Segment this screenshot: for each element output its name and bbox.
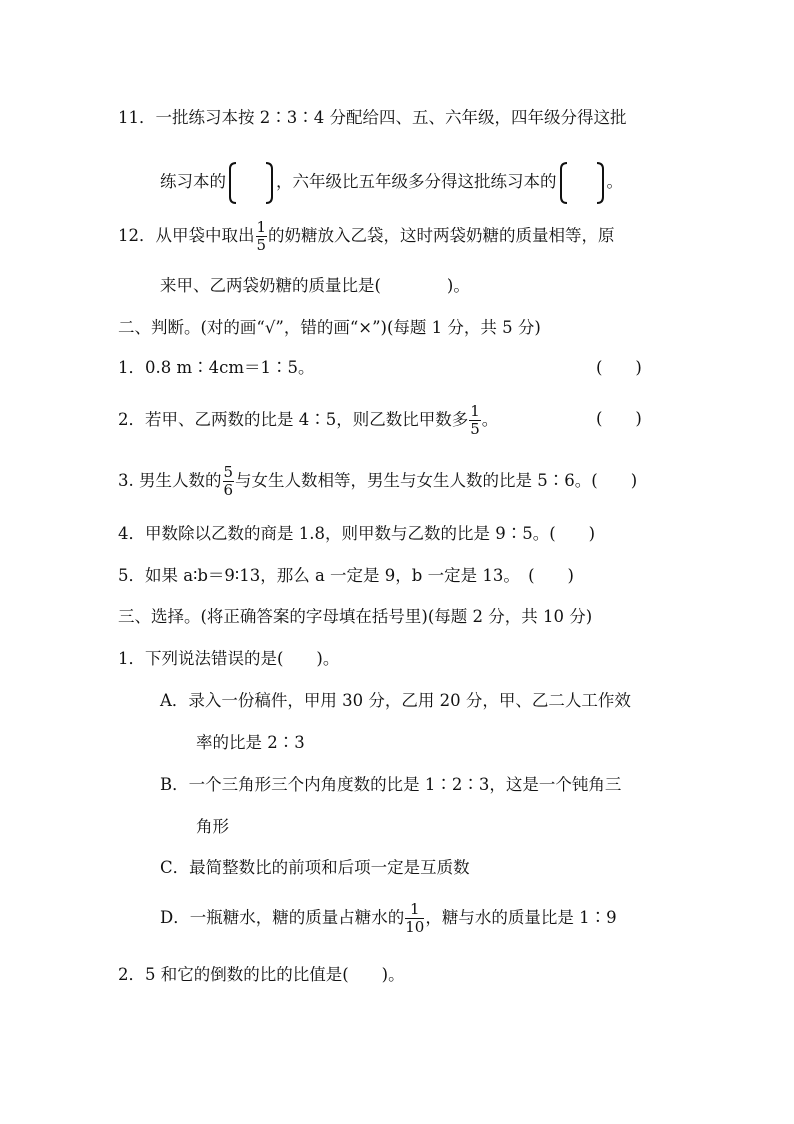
- q11-line2: [160, 160, 623, 205]
- judge-q2-answer-paren[interactable]: ( ): [596, 409, 642, 428]
- q12-line1: [118, 216, 615, 256]
- q11-answer-blank-1[interactable]: [228, 161, 274, 205]
- q12-fraction: [256, 219, 268, 254]
- judge-q3-fraction-num: 5: [223, 463, 234, 481]
- judge-q4: 4．甲数除以乙数的商是 1.8，则甲数与乙数的比是 9∶5。( ): [118, 524, 596, 543]
- option-d-fraction-den: 10: [405, 918, 425, 936]
- judge-q2-fraction: [469, 403, 481, 438]
- option-d-text-part2: ，糖与水的质量比是 1∶9: [425, 908, 617, 927]
- q11-answer-blank-2[interactable]: [559, 161, 605, 205]
- choice-q1-option-a-line1[interactable]: A．录入一份稿件，甲用 30 分，乙用 20 分，甲、乙二人工作效: [160, 691, 631, 710]
- q11-text-part2: ，六年级比五年级多分得这批练习本的: [276, 172, 557, 191]
- q12-line2: 来甲、乙两袋奶糖的质量比是( )。: [160, 276, 470, 295]
- option-d-text-part1: D．一瓶糖水，糖的质量占糖水的: [160, 908, 405, 927]
- choice-q1-option-c[interactable]: C．最简整数比的前项和后项一定是互质数: [160, 858, 470, 877]
- section3-heading: 三、选择。(将正确答案的字母填在括号里)(每题 2 分，共 10 分): [118, 607, 593, 626]
- choice-q2: 2．5 和它的倒数的比的比值是( )。: [118, 965, 405, 984]
- q12-text-part1: 12．从甲袋中取出: [118, 226, 255, 245]
- judge-q2-period: 。: [481, 410, 499, 429]
- q11-line1: 11．一批练习本按 2∶3∶4 分配给四、五、六年级，四年级分得这批: [118, 108, 627, 127]
- q11-text-part1: 练习本的: [160, 172, 226, 191]
- q12-fraction-num: 1: [256, 218, 267, 236]
- choice-q1-option-b-line1[interactable]: B．一个三角形三个内角度数的比是 1∶2∶3，这是一个钝角三: [160, 775, 622, 794]
- judge-q2: [118, 400, 498, 440]
- judge-q1: 1．0.8 m∶4cm＝1∶5。: [118, 358, 315, 377]
- section2-heading: 二、判断。(对的画“√”，错的画“×”)(每题 1 分，共 5 分): [118, 318, 541, 337]
- option-d-fraction: [405, 901, 424, 936]
- q11-text-part3: 。: [606, 172, 623, 191]
- choice-q1-option-b-line2: 角形: [196, 817, 229, 836]
- judge-q2-fraction-den: 5: [470, 420, 480, 438]
- judge-q3-text-part2: 与女生人数相等，男生与女生人数的比是 5∶6。( ): [235, 471, 638, 490]
- q12-fraction-den: 5: [256, 236, 267, 254]
- judge-q3-fraction-den: 6: [223, 481, 234, 499]
- choice-q1: 1．下列说法错误的是( )。: [118, 649, 340, 668]
- judge-q3: [118, 461, 637, 501]
- choice-q1-option-d[interactable]: [160, 898, 617, 938]
- q12-text-part2: 的奶糖放入乙袋，这时两袋奶糖的质量相等，原: [268, 226, 615, 245]
- judge-q2-fraction-num: 1: [470, 402, 480, 420]
- option-d-fraction-num: 1: [405, 901, 424, 919]
- judge-q3-text-part1: 3. 男生人数的: [118, 471, 222, 490]
- judge-q2-text: 2．若甲、乙两数的比是 4∶5，则乙数比甲数多: [118, 410, 469, 429]
- judge-q3-fraction: [223, 464, 235, 499]
- judge-q5: 5．如果 a∶b＝9∶13，那么 a 一定是 9，b 一定是 13。 ( ): [118, 566, 574, 585]
- judge-q1-answer-paren[interactable]: ( ): [596, 358, 642, 377]
- choice-q1-option-a-line2: 率的比是 2∶3: [196, 733, 305, 752]
